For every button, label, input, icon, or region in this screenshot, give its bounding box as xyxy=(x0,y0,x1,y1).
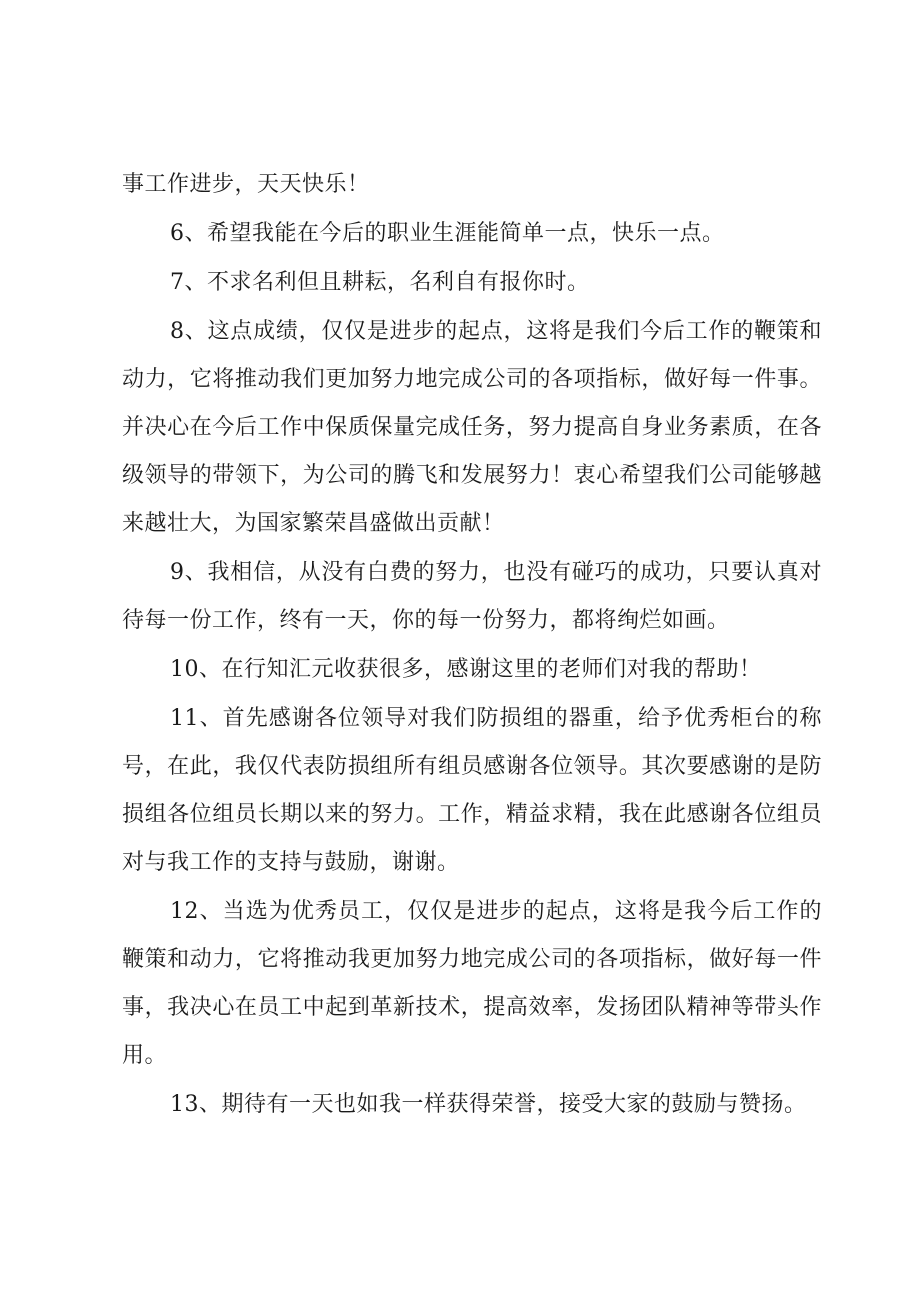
paragraph-item-12: 12、当选为优秀员工，仅仅是进步的起点，这将是我今后工作的鞭策和动力，它将推动我更加努力地完成公司的各项指标，做好每一件事，我决心在员工中起到革新技术，提高效率，发扬团队精神等带头作用。 xyxy=(122,899,822,1068)
paragraph-item-8: 8、这点成绩，仅仅是进步的起点，这将是我们今后工作的鞭策和动力，它将推动我们更加努力地完成公司的各项指标，做好每一件事。并决心在今后工作中保质保量完成任务，努力提高自身业务素质，在各级领导的带领下，为公司的腾飞和发展努力！衷心希望我们公司能够越来越壮大，为国家繁荣昌盛做出贡献！ xyxy=(122,319,822,536)
paragraph-item-7: 7、不求名利但且耕耘，名利自有报你时。 xyxy=(170,270,590,295)
paragraph-item-11: 11、首先感谢各位领导对我们防损组的器重，给予优秀柜台的称号，在此，我仅代表防损组所有组员感谢各位领导。其次要感谢的是防损组各位组员长期以来的努力。工作，精益求精，我在此感谢各位组员对与我工作的支持与鼓励，谢谢。 xyxy=(122,706,822,875)
document-body xyxy=(122,161,822,1130)
paragraph-item-6: 6、希望我能在今后的职业生涯能简单一点，快乐一点。 xyxy=(170,221,725,246)
paragraph-item-9: 9、我相信，从没有白费的努力，也没有碰巧的成功，只要认真对待每一份工作，终有一天，你的每一份努力，都将绚烂如画。 xyxy=(122,560,822,633)
paragraph-item-13: 13、期待有一天也如我一样获得荣誉，接受大家的鼓励与赞扬。 xyxy=(170,1092,807,1117)
paragraph-continuation: 事工作进步，天天快乐！ xyxy=(122,172,370,197)
paragraph-item-10: 10、在行知汇元收获很多，感谢这里的老师们对我的帮助！ xyxy=(170,657,762,682)
